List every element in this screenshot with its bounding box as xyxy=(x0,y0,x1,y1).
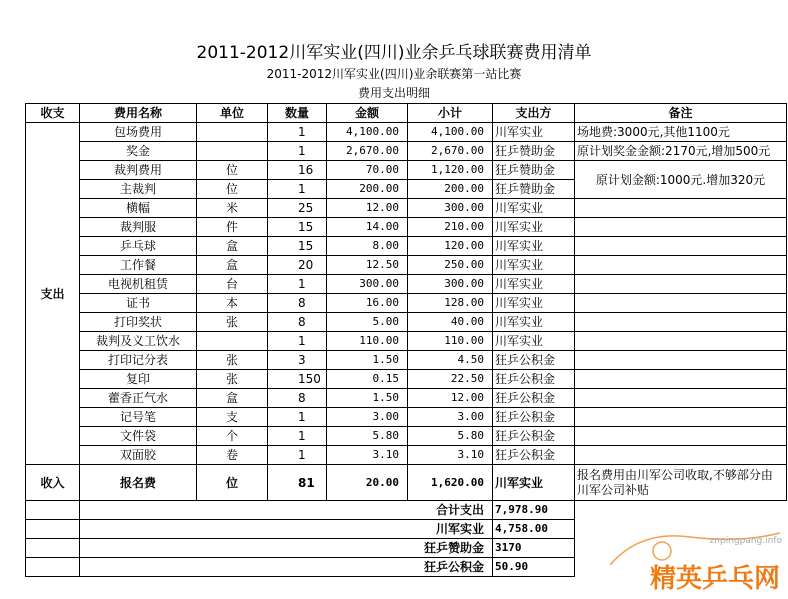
item-unit: 位 xyxy=(197,180,268,199)
table-row xyxy=(26,237,787,256)
item-subtotal: 300.00 xyxy=(408,275,493,294)
item-price: 3.10 xyxy=(327,446,408,465)
empty-cell xyxy=(26,501,80,520)
item-name: 证书 xyxy=(80,294,197,313)
item-subtotal: 110.00 xyxy=(408,332,493,351)
item-name: 打印奖状 xyxy=(80,313,197,332)
item-qty: 3 xyxy=(268,351,327,370)
item-name: 复印 xyxy=(80,370,197,389)
item-payer: 狂乒公积金 xyxy=(493,351,575,370)
item-subtotal: 1,120.00 xyxy=(408,161,493,180)
item-price: 2,670.00 xyxy=(327,142,408,161)
item-name: 裁判服 xyxy=(80,218,197,237)
item-qty: 1 xyxy=(268,275,327,294)
income-unit: 位 xyxy=(197,465,268,501)
header-cell: 支出方 xyxy=(493,104,575,123)
income-name: 报名费 xyxy=(80,465,197,501)
header-row xyxy=(26,104,787,123)
total-value: 7,978.90 xyxy=(493,501,575,520)
item-unit: 张 xyxy=(197,370,268,389)
item-qty: 20 xyxy=(268,256,327,275)
item-subtotal: 2,670.00 xyxy=(408,142,493,161)
item-payer: 狂乒赞助金 xyxy=(493,161,575,180)
item-price: 12.50 xyxy=(327,256,408,275)
watermark-url: znpingpang.info xyxy=(709,536,782,546)
empty-cell xyxy=(26,520,80,539)
item-payer: 川军实业 xyxy=(493,218,575,237)
item-payer: 狂乒公积金 xyxy=(493,427,575,446)
income-subtotal: 1,620.00 xyxy=(408,465,493,501)
item-subtotal: 4.50 xyxy=(408,351,493,370)
item-subtotal: 300.00 xyxy=(408,199,493,218)
empty-cell xyxy=(26,558,80,577)
item-name: 打印记分表 xyxy=(80,351,197,370)
item-price: 8.00 xyxy=(327,237,408,256)
item-unit: 盒 xyxy=(197,256,268,275)
item-qty: 15 xyxy=(268,218,327,237)
item-name: 奖金 xyxy=(80,142,197,161)
empty-note xyxy=(575,389,787,408)
table-row xyxy=(26,161,787,180)
empty-note xyxy=(575,275,787,294)
total-value: 4,758.00 xyxy=(493,520,575,539)
empty-note xyxy=(575,332,787,351)
total-value: 3170 xyxy=(493,539,575,558)
item-subtotal: 128.00 xyxy=(408,294,493,313)
item-unit: 台 xyxy=(197,275,268,294)
item-payer: 狂乒公积金 xyxy=(493,389,575,408)
note-venue: 场地费:3000元,其他1100元 xyxy=(575,123,787,142)
total-label: 合计支出 xyxy=(80,501,493,520)
income-row xyxy=(26,465,787,501)
total-row xyxy=(26,501,787,520)
item-payer: 川军实业 xyxy=(493,123,575,142)
item-name: 主裁判 xyxy=(80,180,197,199)
item-subtotal: 40.00 xyxy=(408,313,493,332)
item-price: 110.00 xyxy=(327,332,408,351)
item-qty: 1 xyxy=(268,180,327,199)
item-unit xyxy=(197,332,268,351)
item-qty: 1 xyxy=(268,332,327,351)
item-payer: 狂乒赞助金 xyxy=(493,180,575,199)
item-price: 5.00 xyxy=(327,313,408,332)
item-subtotal: 3.00 xyxy=(408,408,493,427)
table-row xyxy=(26,294,787,313)
empty-note xyxy=(575,294,787,313)
item-price: 70.00 xyxy=(327,161,408,180)
item-qty: 1 xyxy=(268,446,327,465)
item-unit: 卷 xyxy=(197,446,268,465)
item-subtotal: 250.00 xyxy=(408,256,493,275)
item-price: 1.50 xyxy=(327,351,408,370)
item-name: 双面胶 xyxy=(80,446,197,465)
item-name: 裁判费用 xyxy=(80,161,197,180)
income-payer: 川军实业 xyxy=(493,465,575,501)
item-qty: 1 xyxy=(268,142,327,161)
section-title: 费用支出明细 xyxy=(357,86,430,100)
item-subtotal: 210.00 xyxy=(408,218,493,237)
item-subtotal: 5.80 xyxy=(408,427,493,446)
empty-note xyxy=(575,256,787,275)
watermark-logo-text: 精英乒乓网 xyxy=(650,564,781,594)
total-label: 狂乒公积金 xyxy=(80,558,493,577)
empty-note xyxy=(575,237,787,256)
item-price: 3.00 xyxy=(327,408,408,427)
expense-table xyxy=(25,103,787,577)
item-name: 藿香正气水 xyxy=(80,389,197,408)
item-qty: 8 xyxy=(268,389,327,408)
table-row xyxy=(26,332,787,351)
item-payer: 川军实业 xyxy=(493,313,575,332)
table-row xyxy=(26,351,787,370)
item-price: 0.15 xyxy=(327,370,408,389)
document-subtitle: 2011-2012川军实业(四川)业余联赛第一站比赛 xyxy=(266,67,522,81)
expense-group-label: 支出 xyxy=(26,123,80,465)
empty-note xyxy=(575,446,787,465)
item-name: 包场费用 xyxy=(80,123,197,142)
item-price: 12.00 xyxy=(327,199,408,218)
total-label: 狂乒赞助金 xyxy=(80,539,493,558)
header-cell: 数量 xyxy=(268,104,327,123)
item-qty: 16 xyxy=(268,161,327,180)
item-price: 16.00 xyxy=(327,294,408,313)
income-label: 收入 xyxy=(26,465,80,501)
item-unit: 盒 xyxy=(197,237,268,256)
header-cell: 费用名称 xyxy=(80,104,197,123)
item-payer: 川军实业 xyxy=(493,256,575,275)
item-unit: 位 xyxy=(197,161,268,180)
item-subtotal: 12.00 xyxy=(408,389,493,408)
table-row xyxy=(26,275,787,294)
item-price: 14.00 xyxy=(327,218,408,237)
item-payer: 川军实业 xyxy=(493,237,575,256)
table-row xyxy=(26,408,787,427)
item-name: 记号笔 xyxy=(80,408,197,427)
item-price: 1.50 xyxy=(327,389,408,408)
item-qty: 1 xyxy=(268,408,327,427)
item-subtotal: 120.00 xyxy=(408,237,493,256)
income-qty: 81 xyxy=(268,465,327,501)
header-cell: 备注 xyxy=(575,104,787,123)
table-row xyxy=(26,389,787,408)
item-unit: 支 xyxy=(197,408,268,427)
table-row xyxy=(26,218,787,237)
item-qty: 8 xyxy=(268,294,327,313)
empty-note xyxy=(575,199,787,218)
total-label: 川军实业 xyxy=(80,520,493,539)
table-row xyxy=(26,142,787,161)
item-payer: 川军实业 xyxy=(493,294,575,313)
item-payer: 狂乒赞助金 xyxy=(493,142,575,161)
item-payer: 狂乒公积金 xyxy=(493,446,575,465)
empty-note xyxy=(575,218,787,237)
item-qty: 1 xyxy=(268,123,327,142)
item-payer: 狂乒公积金 xyxy=(493,408,575,427)
item-name: 工作餐 xyxy=(80,256,197,275)
item-price: 5.80 xyxy=(327,427,408,446)
item-qty: 150 xyxy=(268,370,327,389)
table-row xyxy=(26,446,787,465)
table-row xyxy=(26,256,787,275)
empty-note xyxy=(575,313,787,332)
table-row xyxy=(26,313,787,332)
header-cell: 金额 xyxy=(327,104,408,123)
item-unit: 本 xyxy=(197,294,268,313)
header-cell: 单位 xyxy=(197,104,268,123)
item-subtotal: 4,100.00 xyxy=(408,123,493,142)
item-qty: 25 xyxy=(268,199,327,218)
empty-cell xyxy=(26,539,80,558)
item-subtotal: 3.10 xyxy=(408,446,493,465)
item-name: 电视机租赁 xyxy=(80,275,197,294)
item-name: 横幅 xyxy=(80,199,197,218)
item-qty: 1 xyxy=(268,427,327,446)
item-unit: 张 xyxy=(197,313,268,332)
item-unit: 件 xyxy=(197,218,268,237)
item-price: 300.00 xyxy=(327,275,408,294)
item-name: 文件袋 xyxy=(80,427,197,446)
item-qty: 15 xyxy=(268,237,327,256)
item-unit xyxy=(197,142,268,161)
table-row xyxy=(26,370,787,389)
empty-cell xyxy=(575,501,787,520)
total-value: 50.90 xyxy=(493,558,575,577)
note-referee: 原计划金额:1000元.增加320元 xyxy=(575,161,787,199)
income-price: 20.00 xyxy=(327,465,408,501)
item-price: 4,100.00 xyxy=(327,123,408,142)
item-subtotal: 200.00 xyxy=(408,180,493,199)
empty-note xyxy=(575,427,787,446)
item-payer: 川军实业 xyxy=(493,275,575,294)
item-payer: 川军实业 xyxy=(493,199,575,218)
item-unit: 盒 xyxy=(197,389,268,408)
table-row xyxy=(26,427,787,446)
income-note: 报名费用由川军公司收取,不够部分由川军公司补贴 xyxy=(575,465,787,501)
item-unit: 张 xyxy=(197,351,268,370)
table-row xyxy=(26,123,787,142)
item-name: 裁判及义工饮水 xyxy=(80,332,197,351)
item-unit: 个 xyxy=(197,427,268,446)
item-payer: 狂乒公积金 xyxy=(493,370,575,389)
item-unit: 米 xyxy=(197,199,268,218)
empty-note xyxy=(575,351,787,370)
header-cell: 小计 xyxy=(408,104,493,123)
item-unit xyxy=(197,123,268,142)
item-price: 200.00 xyxy=(327,180,408,199)
item-qty: 8 xyxy=(268,313,327,332)
note-prize: 原计划奖金金额:2170元,增加500元 xyxy=(575,142,787,161)
empty-note xyxy=(575,408,787,427)
item-name: 乒乓球 xyxy=(80,237,197,256)
header-cell: 收支 xyxy=(26,104,80,123)
item-payer: 川军实业 xyxy=(493,332,575,351)
empty-note xyxy=(575,370,787,389)
table-row xyxy=(26,199,787,218)
document-title: 2011-2012川军实业(四川)业余乒乓球联赛费用清单 xyxy=(196,43,592,63)
item-subtotal: 22.50 xyxy=(408,370,493,389)
